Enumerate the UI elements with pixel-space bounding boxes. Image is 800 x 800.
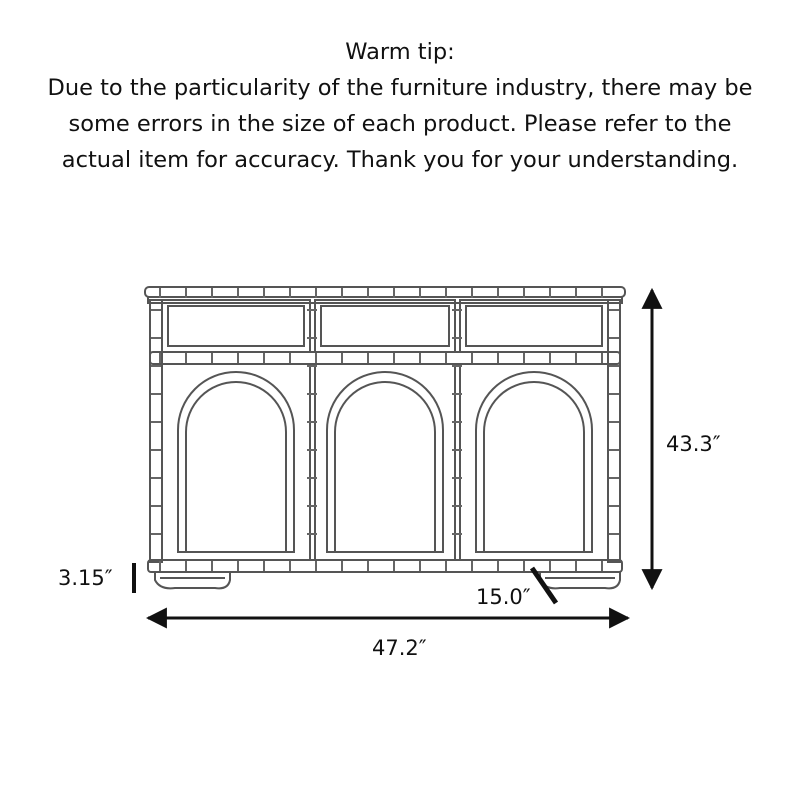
cabinet-feet [155,572,620,588]
notice-line-2: some errors in the size of each product. Please refer to the [68,111,732,137]
depth-label: 15.0″ [476,585,531,609]
width-label: 47.2″ [372,636,427,660]
height-label: 43.3″ [666,432,721,456]
notice-line-1: Due to the particularity of the furniture industry, there may be [47,75,753,101]
leg-height-label: 3.15″ [58,566,113,590]
depth-dimension-line [532,568,556,603]
arched-doors [178,372,592,552]
door-panels [162,364,608,560]
notice-heading: Warm tip: [345,39,455,65]
sideboard-cabinet [145,287,625,588]
bamboo-joints [151,288,619,571]
notice-line-3: actual item for accuracy. Thank you for your understanding. [61,147,739,173]
drawer-row [162,300,608,352]
